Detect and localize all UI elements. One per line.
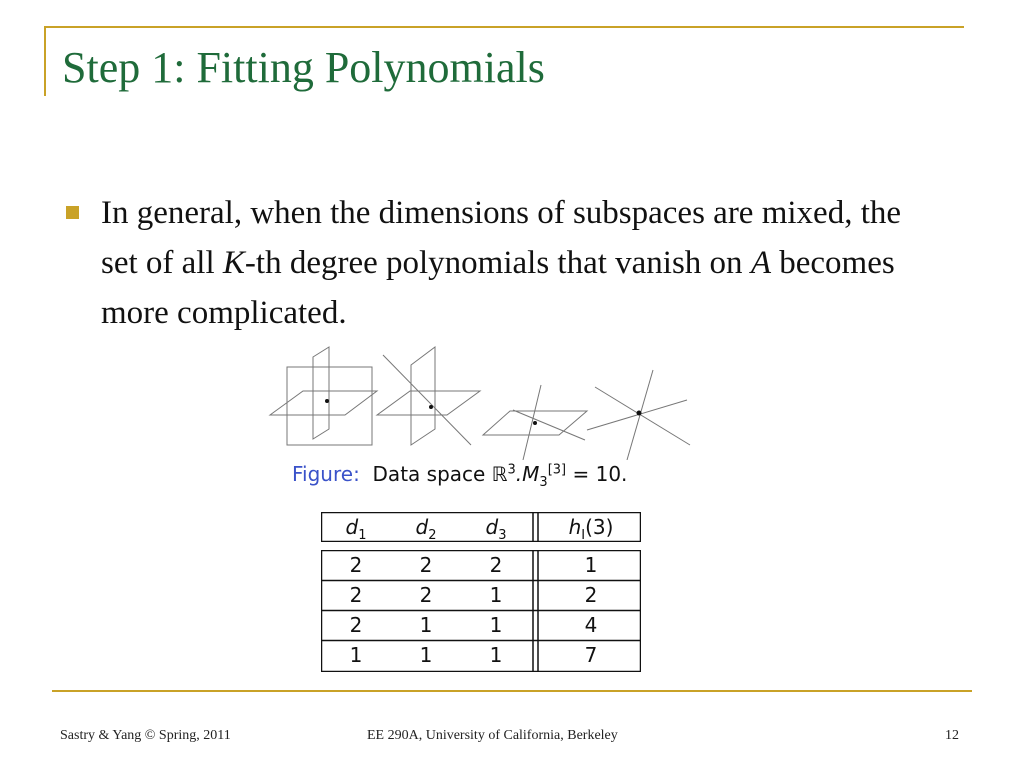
table-cell: 1 [489,643,503,667]
bullet-text-a: A [750,245,771,281]
panel-three-planes [270,347,377,445]
figure-caption-sup2: [3] [547,462,567,478]
table-cell: 1 [584,553,598,577]
table-cell: 2 [489,553,503,577]
panel-two-planes-one-line [377,347,480,445]
table-cell: 1 [489,583,503,607]
slide-title: Step 1: Fitting Polynomials [62,43,545,92]
table-row [321,610,641,640]
figure-caption [292,462,627,490]
table-cell: 1 [349,643,363,667]
table-row [321,580,641,610]
bullet-text-part1: In general, when the dimensions of subspaces are mixed, the set of all [101,195,902,281]
left-accent-line [44,26,46,96]
table-cell: 2 [419,583,433,607]
table-cell: 1 [419,613,433,637]
figure-caption-sub: 3 [539,475,548,490]
figure-caption-sup1: 3 [507,462,516,478]
table-cell: 7 [584,643,598,667]
data-table [321,550,641,672]
footer-divider [52,690,972,692]
bullet-square-icon [66,206,79,219]
figure-caption-label: Figure: [292,462,360,486]
table-cell: 1 [489,613,503,637]
table-header [321,512,641,542]
table-cell: 2 [349,613,363,637]
page-number: 12 [945,728,959,743]
bullet-text-part3: becomes more complicated. [101,245,895,331]
footer-left: Sastry & Yang © Spring, 2011 [60,728,231,743]
header-d1: $d_1$ [345,515,367,543]
table-cell: 2 [349,583,363,607]
table-row [321,550,641,580]
bullet-text-part2: -th degree polynomials that vanish on [244,245,751,281]
table-cell: 2 [584,583,598,607]
top-accent-line [44,26,964,28]
figure-caption-m: .M [515,462,540,486]
header-d3: $d_3$ [485,515,507,543]
figure-caption-eq: = 10. [566,462,628,486]
footer-center: EE 290A, University of California, Berkeley [367,728,618,743]
bullet-text-k: K [222,245,245,281]
table-cell: 2 [419,553,433,577]
table-cell: 4 [584,613,598,637]
table-cell: 1 [419,643,433,667]
figure-caption-text: Data space ℝ [372,462,508,486]
header-hi3: $h_I(3)$ [568,515,614,543]
bullet-text [101,188,941,338]
table-cell: 2 [349,553,363,577]
table-row [321,640,641,670]
subspace-figure [265,345,705,460]
header-d2: $d_2$ [415,515,437,543]
panel-one-plane-two-lines [483,385,587,460]
panel-three-lines [587,370,690,460]
